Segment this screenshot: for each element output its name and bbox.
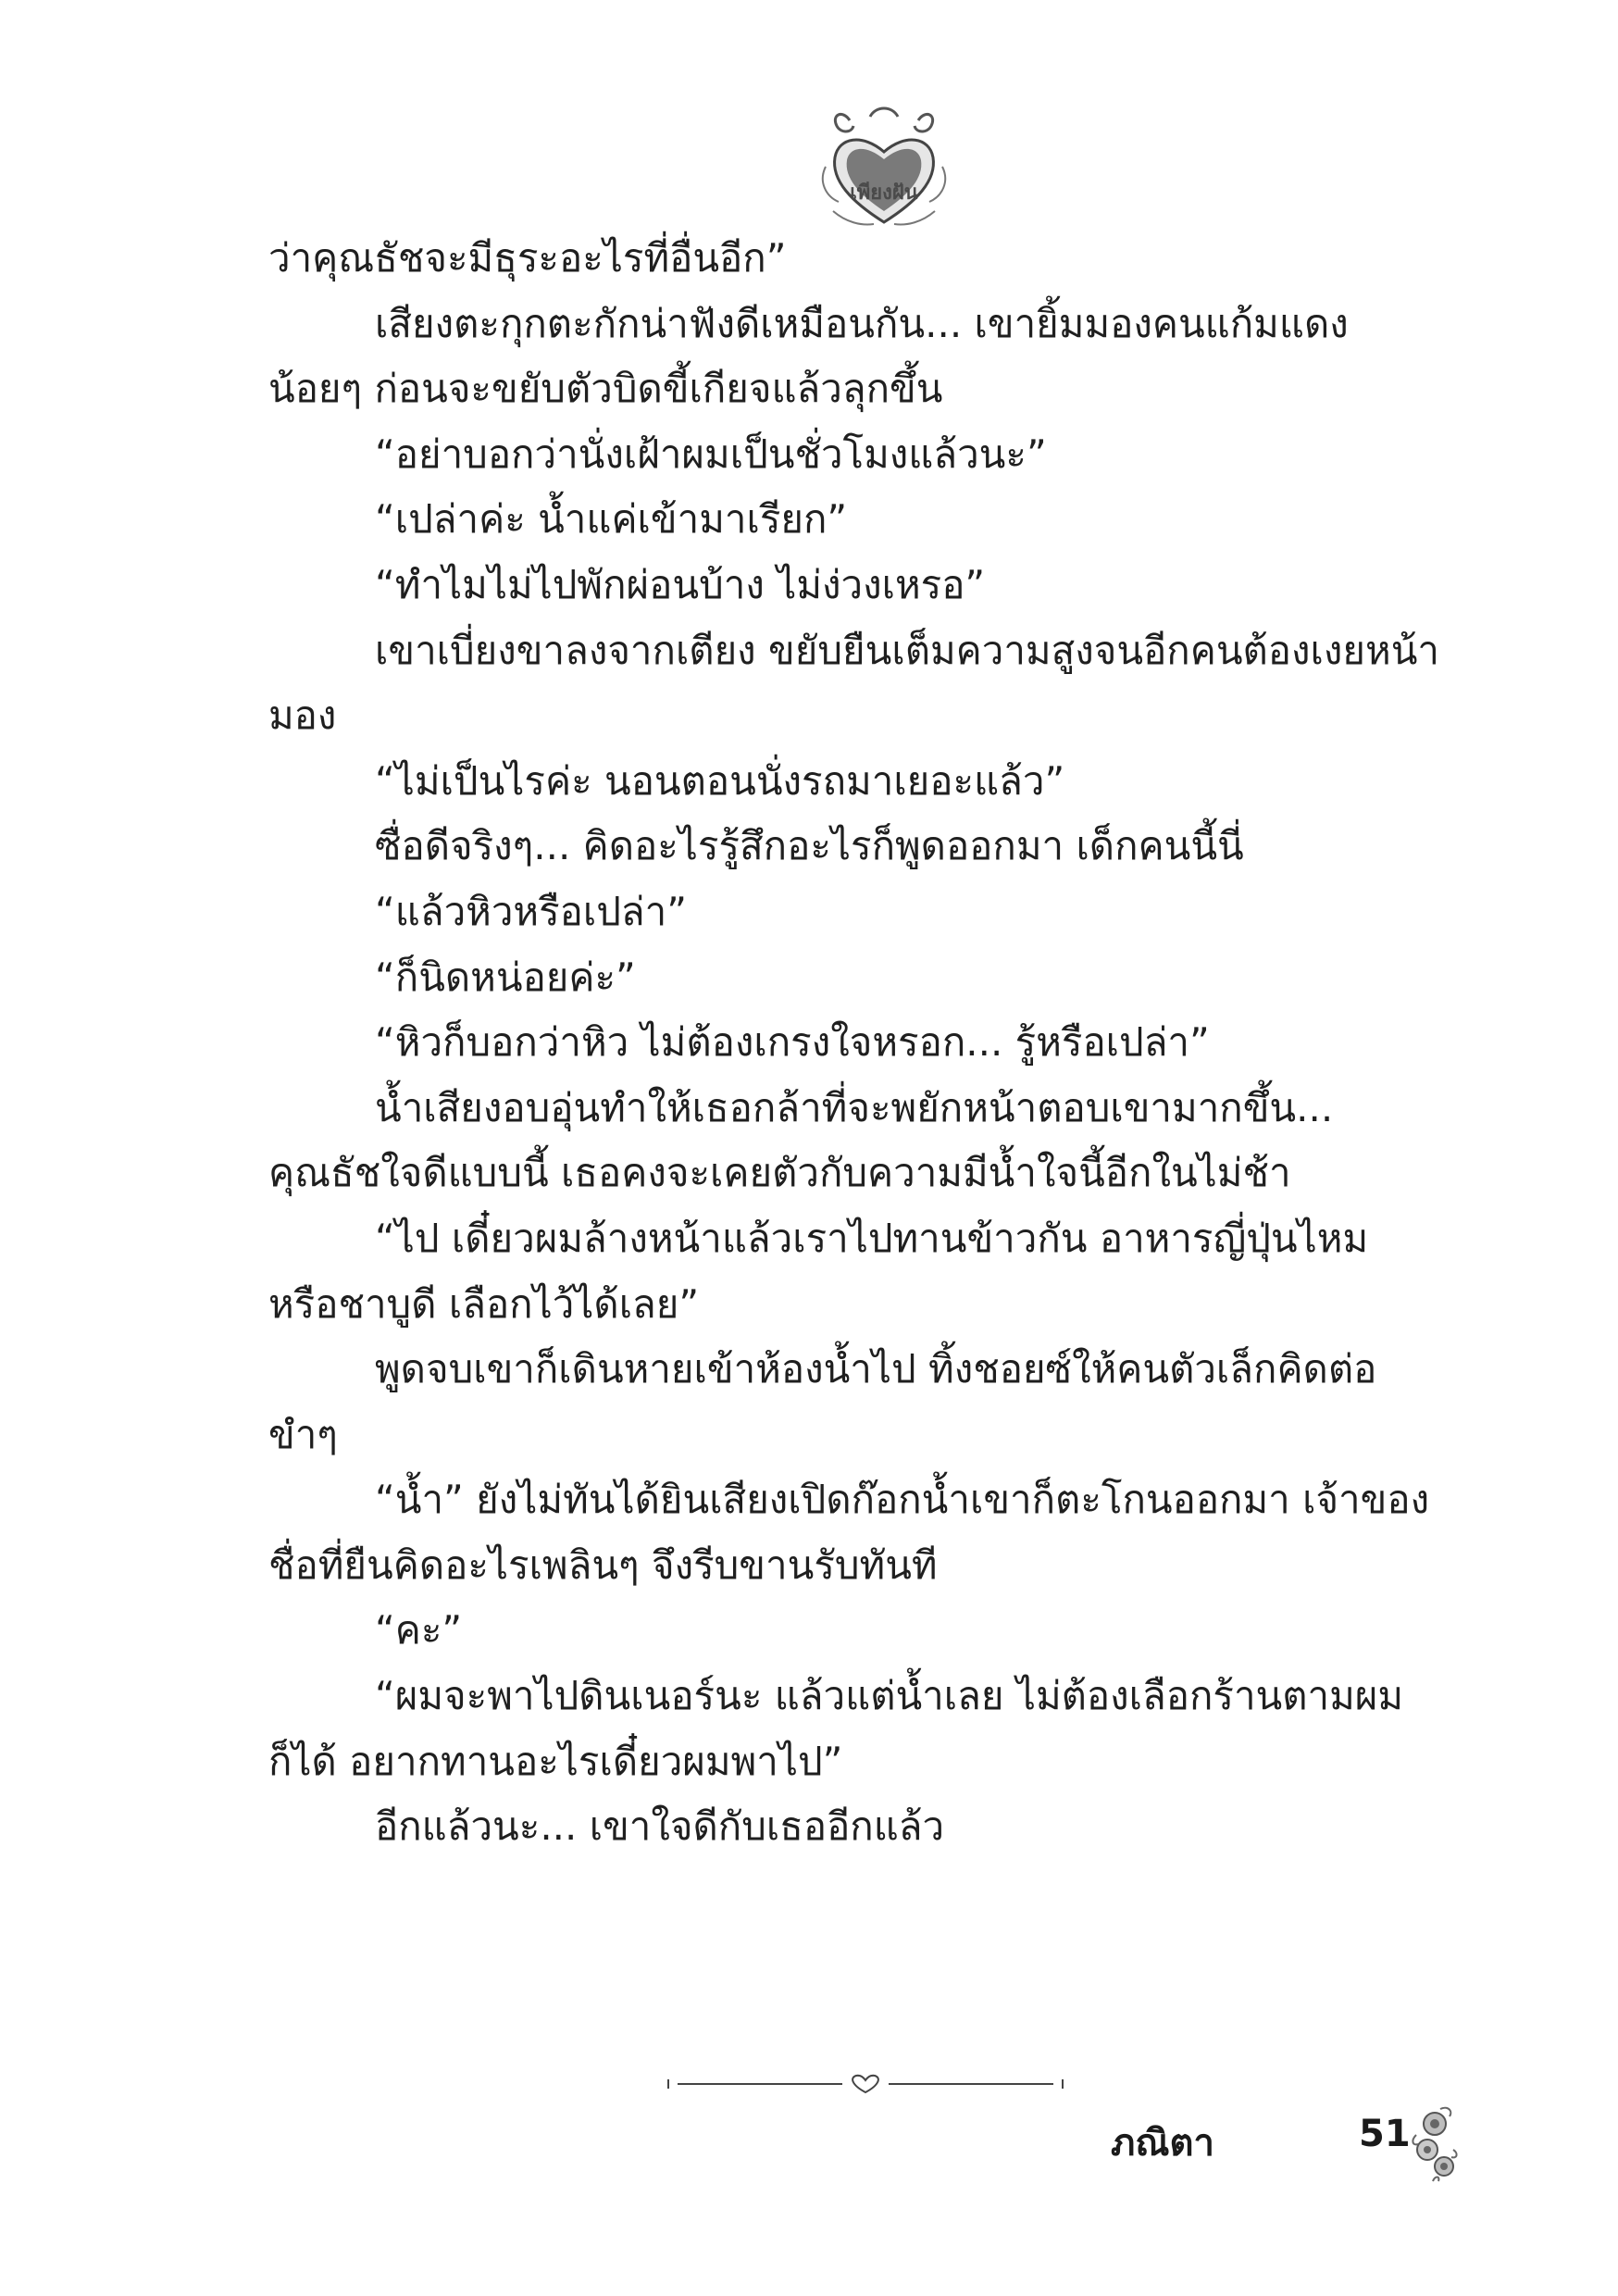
header-logo [815, 93, 953, 231]
text-line: “หิวก็บอกว่าหิว ไม่ต้องเกรงใจหรอก... รู้หรือเปล่า” [375, 1019, 1210, 1066]
logo-lettering: เพียงฝัน [850, 181, 918, 205]
text-line: ซื่อดีจริงๆ... คิดอะไรรู้สึกอะไรก็พูดออกมา เด็กคนนี้นี่ [375, 823, 1244, 869]
text-line: มอง [268, 693, 337, 739]
text-line: คุณธัชใจดีแบบนี้ เธอคงจะเคยตัวกับความมีน้ำใจนี้อีกในไม่ช้า [268, 1150, 1291, 1196]
text-line: “ไป เดี๋ยวผมล้างหน้าแล้วเราไปทานข้าวกัน อาหารญี่ปุ่นไหม [375, 1215, 1369, 1261]
section-divider [666, 2070, 1064, 2098]
text-line: “น้ำ” ยังไม่ทันได้ยินเสียงเปิดก๊อกน้ำเขาก็ตะโกนออกมา เจ้าของ [375, 1477, 1430, 1523]
text-line: พูดจบเขาก็เดินหายเข้าห้องน้ำไป ทิ้งชอยซ์ให้คนตัวเล็กคิดต่อ [375, 1346, 1377, 1392]
text-line: “คะ” [375, 1607, 463, 1653]
page-footer [1111, 2103, 1444, 2177]
text-line: น้ำเสียงอบอุ่นทำให้เธอกล้าที่จะพยักหน้าตอบเขามากขึ้น... [375, 1084, 1334, 1130]
text-line: เสียงตะกุกตะกักน่าฟังดีเหมือนกัน... เขายิ้มมองคนแก้มแดง [375, 300, 1349, 346]
text-line: “ผมจะพาไปดินเนอร์นะ แล้วแต่น้ำเลย ไม่ต้องเลือกร้านตามผม [375, 1673, 1404, 1719]
text-line: “แล้วหิวหรือเปล่า” [375, 888, 687, 934]
text-line: ว่าคุณธัชจะมีธุระอะไรที่อื่นอีก” [268, 235, 787, 281]
text-line: “ทำไมไม่ไปพักผ่อนบ้าง ไม่ง่วงเหรอ” [375, 561, 986, 607]
heart-emblem-icon [815, 93, 953, 231]
text-line: อีกแล้วนะ... เขาใจดีกับเธออีกแล้ว [375, 1803, 945, 1850]
text-line: ก็ได้ อยากทานอะไรเดี๋ยวผมพาไป” [268, 1738, 843, 1784]
text-line: “ก็นิดหน่อยค่ะ” [375, 954, 636, 1000]
author-name: ภณิตา [1111, 2122, 1214, 2165]
text-line: “ไม่เป็นไรค่ะ นอนตอนนั่งรถมาเยอะแล้ว” [375, 757, 1065, 804]
text-line: ขำๆ [268, 1411, 338, 1457]
text-line: ชื่อที่ยืนคิดอะไรเพลินๆ จึงรีบขานรับทันที [268, 1541, 938, 1588]
text-line: เขาเบี่ยงขาลงจากเตียง ขยับยืนเต็มความสูงจนอีกคนต้องเงยหน้า [375, 627, 1439, 673]
flower-ornament-icon [1407, 2103, 1462, 2187]
flower-ornament [1407, 2103, 1462, 2187]
text-line: “อย่าบอกว่านั่งเฝ้าผมเป็นชั่วโมงแล้วนะ” [375, 430, 1047, 477]
story-text [268, 226, 1472, 1860]
text-line: น้อยๆ ก่อนจะขยับตัวบิดขี้เกียจแล้วลุกขึ้น [268, 366, 943, 412]
text-line: “เปล่าค่ะ น้ำแค่เข้ามาเรียก” [375, 496, 848, 543]
page-number: 51 [1359, 2113, 1411, 2155]
heart-divider-icon [666, 2070, 1064, 2098]
text-line: หรือชาบูดี เลือกไว้ได้เลย” [268, 1280, 700, 1327]
